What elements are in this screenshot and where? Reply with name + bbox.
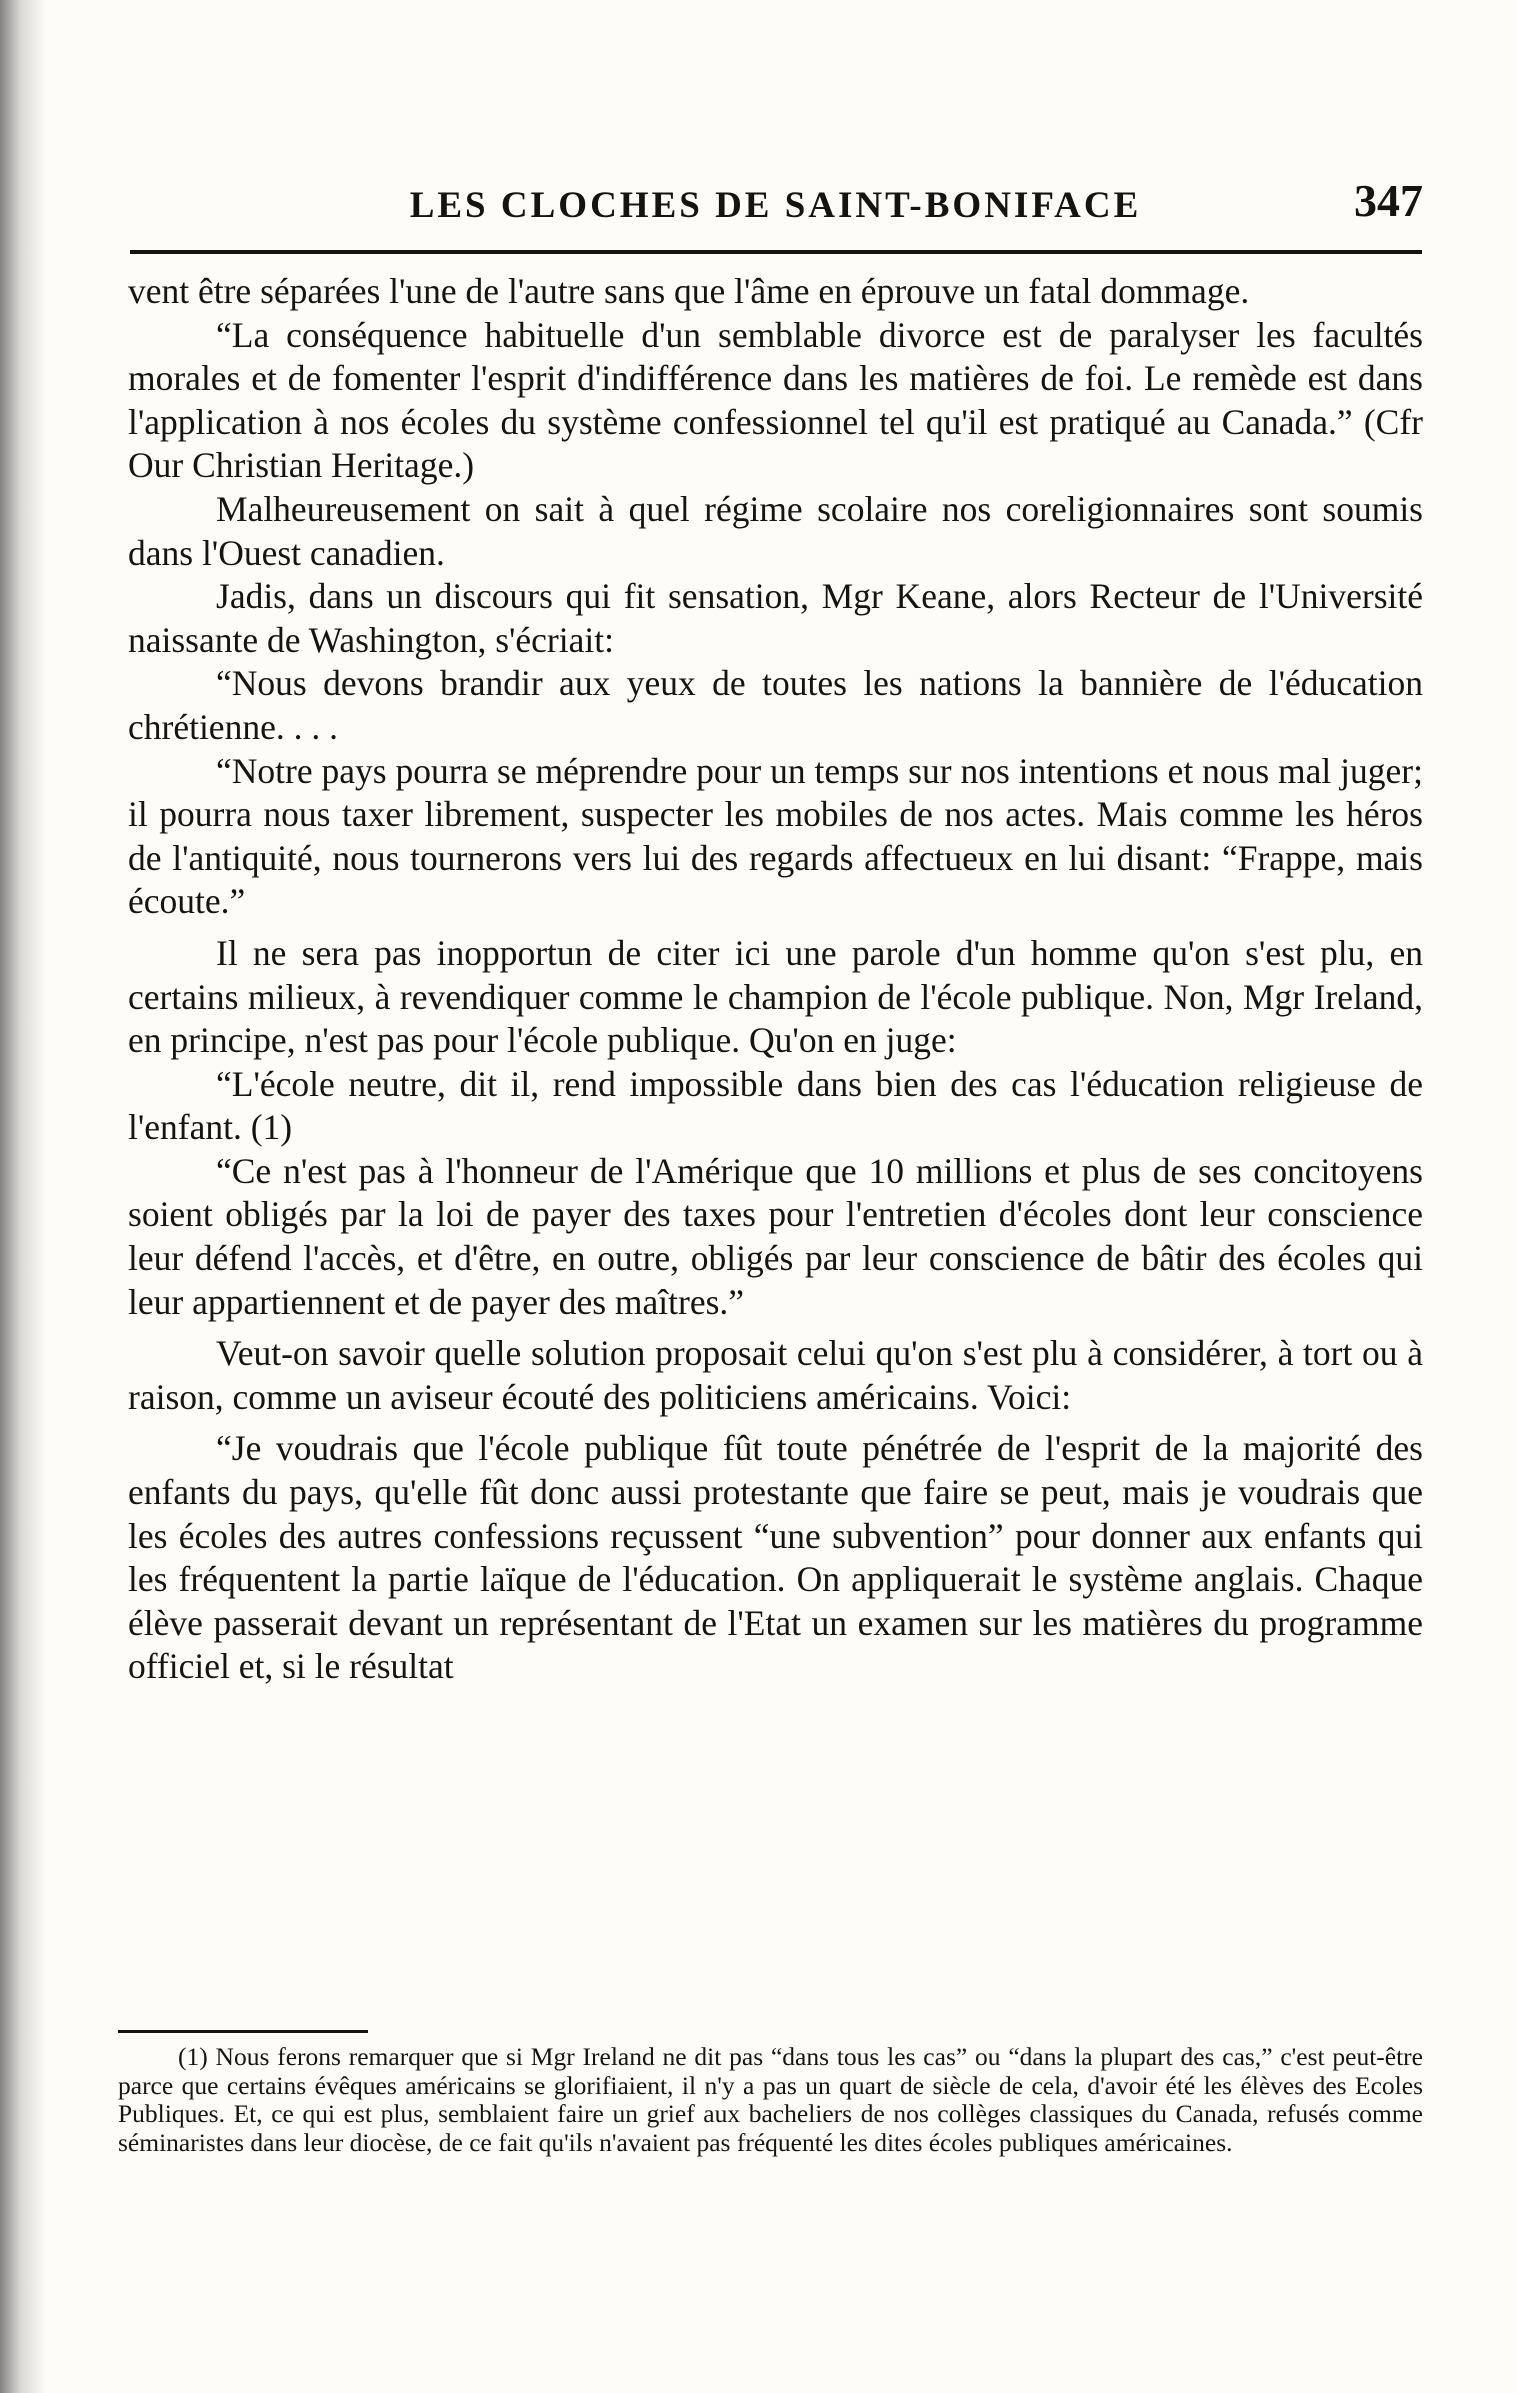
paragraph: “Notre pays pourra se méprendre pour un temps sur nos intentions et nous mal juger; il pourra nous taxer librement, suspecter les mobiles de nos actes. Mais comme les héros de l'antiquité, nous tournerons vers lui des regards affectueux en lui disant: “Frappe, mais écoute.”	[128, 750, 1423, 922]
page-number: 347	[1354, 175, 1423, 226]
paragraph: Malheureusement on sait à quel régime scolaire nos coreligionnaires sont soumis dans l'Ouest canadien.	[128, 488, 1423, 573]
paragraph: Veut-on savoir quelle solution proposait celui qu'on s'est plu à considérer, à tort ou à raison, comme un aviseur écouté des politiciens américains. Voici:	[128, 1333, 1423, 1417]
running-head	[128, 174, 1423, 244]
running-title: LES CLOCHES DE SAINT-BONIFACE	[409, 185, 1142, 226]
footnote-rule	[118, 2030, 368, 2033]
header-rule	[130, 250, 1422, 254]
footnote: (1) Nous ferons remarquer que si Mgr Ireland ne dit pas “dans tous les cas” ou “dans la plupart des cas,” c'est peut-être parce que certains évêques américains se glorifiaient, il n'y a pas un quart de siècle de cela, d'avoir été les élèves des Ecoles Publiques. Et, ce qui est plus, semblaient faire un grief aux bacheliers de nos collèges classiques du Canada, refusés comme séminaristes dans leur diocèse, de ce fait qu'ils n'avaient pas fréquenté les dites écoles publiques américaines.	[118, 2042, 1423, 2157]
body-text	[128, 270, 1423, 1689]
paragraph: “L'école neutre, dit il, rend impossible dans bien des cas l'éducation religieuse de l'enfant. (1)	[128, 1063, 1423, 1148]
paragraph: “Ce n'est pas à l'honneur de l'Amérique que 10 millions et plus de ses concitoyens soient obligés par la loi de payer des taxes pour l'entretien d'écoles dont leur conscience leur défend l'accès, et d'être, en outre, obligés par leur conscience de bâtir des écoles qui leur appartiennent et de payer des maîtres.”	[128, 1150, 1423, 1322]
paragraph: “Nous devons brandir aux yeux de toutes les nations la bannière de l'éducation chrétienne. . . .	[128, 663, 1423, 747]
paragraph: “Je voudrais que l'école publique fût toute pénétrée de l'esprit de la majorité des enfants du pays, qu'elle fût donc aussi protestante que faire se peut, mais je voudrais que les écoles des autres confessions reçussent “une subvention” pour donner aux enfants qui les fréquentent la partie laïque de l'éducation. On appliquerait le système anglais. Chaque élève passerait devant un représentant de l'Etat un examen sur les matières du programme officiel et, si le résultat	[128, 1428, 1423, 1687]
paragraph: Jadis, dans un discours qui fit sensation, Mgr Keane, alors Recteur de l'Université naissante de Washington, s'écriait:	[128, 576, 1423, 660]
paragraph: Il ne sera pas inopportun de citer ici une parole d'un homme qu'on s'est plu, en certains milieux, à revendiquer comme le champion de l'école publique. Non, Mgr Ireland, en principe, n'est pas pour l'école publique. Qu'on en juge:	[128, 932, 1423, 1061]
paragraph: vent être séparées l'une de l'autre sans que l'âme en éprouve un fatal dommage.	[128, 271, 1250, 311]
scanned-page-edge	[0, 0, 46, 2393]
paragraph: “La conséquence habituelle d'un semblable divorce est de paralyser les facultés morales et de fomenter l'esprit d'indifférence dans les matières de foi. Le remède est dans l'application à nos écoles du système confessionnel tel qu'il est pratiqué au Canada.” (Cfr Our Christian Heritage.)	[128, 314, 1423, 486]
